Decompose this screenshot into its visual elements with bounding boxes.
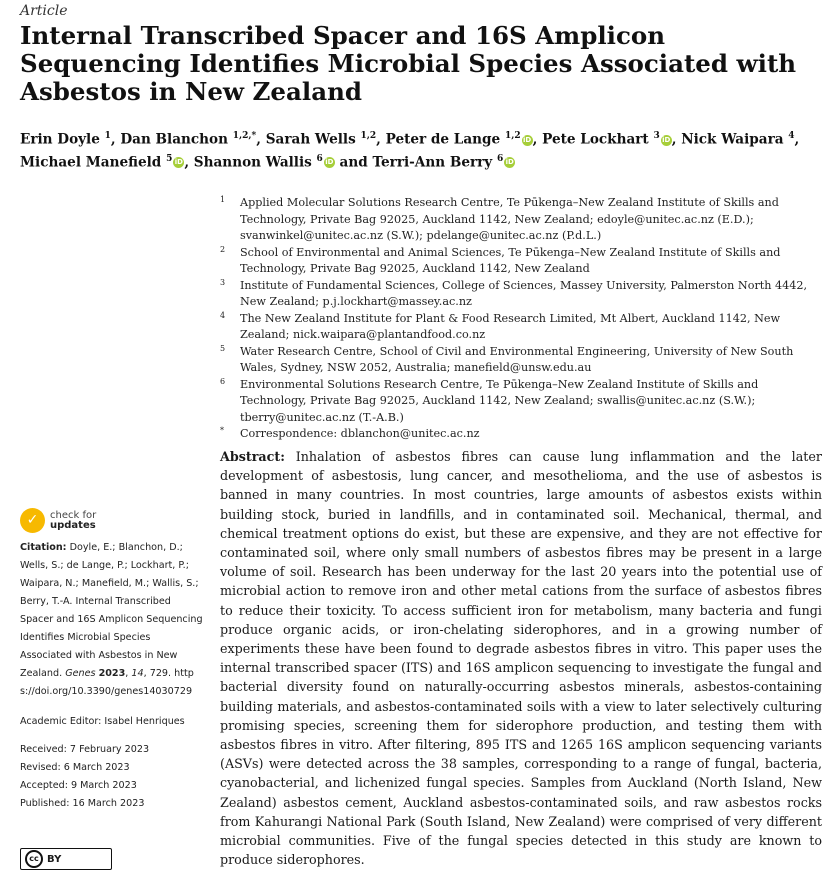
received-date: Received: 7 February 2023 <box>20 744 150 755</box>
affiliations <box>220 195 820 443</box>
cc-icon: cc <box>25 850 43 868</box>
orcid-icon[interactable]: iD <box>174 158 183 167</box>
check-for-updates-button[interactable]: ✓ check for updates <box>20 508 205 533</box>
correspondence: * Correspondence: dblanchon@unitec.ac.nz <box>220 426 480 440</box>
article-type: Article <box>20 3 68 19</box>
author-name[interactable]: Terri-Ann Berry <box>372 154 493 171</box>
author-name[interactable]: Dan Blanchon <box>120 131 229 148</box>
paper-title: Internal Transcribed Spacer and 16S Amplicon Sequencing Identifies Microbial Species Associated with Asbestos in New Zealand <box>20 21 797 106</box>
academic-editor: Academic Editor: Isabel Henriques <box>20 716 185 727</box>
accepted-date: Accepted: 9 March 2023 <box>20 780 137 791</box>
orcid-icon[interactable]: iD <box>505 158 514 167</box>
author-name[interactable]: Michael Manefield <box>20 154 162 171</box>
doi-link[interactable]: https://doi.org/10.3390/genes14030729 <box>20 668 194 697</box>
affiliation-item: 5 Water Research Centre, School of Civil and Environmental Engineering, University of New South Wales, Sydney, NSW 2052, Australia; manefield@unsw.edu.au <box>220 343 794 374</box>
dates <box>20 741 205 813</box>
by-icon: BY <box>47 853 62 865</box>
affiliation-item: 1 Applied Molecular Solutions Research Centre, Te Pūkenga–New Zealand Institute of Skills and Technology, Private Bag 92025, Auckland 1142, New Zealand; edoyle@unitec.ac.nz (E.D.); svanwinkel@unitec.ac.nz (S.W.); pdelange@unitec.ac.nz (P.d.L.) <box>220 195 779 242</box>
affiliation-item: 3 Institute of Fundamental Sciences, College of Sciences, Massey University, Palmerston North 4442, New Zealand; p.j.lockhart@massey.ac.nz <box>220 277 808 308</box>
author-name[interactable]: Shannon Wallis <box>193 154 312 171</box>
abstract-label: Abstract: <box>220 449 285 464</box>
orcid-icon[interactable]: iD <box>662 135 671 144</box>
author-name[interactable]: Peter de Lange <box>385 131 501 148</box>
citation: Citation: Doyle, E.; Blanchon, D.; Wells, S.; de Lange, P.; Lockhart, P.; Waipara, N.; Manefield, M.; Wallis, S.; Berry, T.-A. Internal Transcribed Spacer and 16S Amplicon Sequencing Identifies Microbial Species Associated with Asbestos in New Zealand. Genes 2023, 14, 729. https://doi.org/10.3390/genes14030729 <box>20 542 203 697</box>
citation-label: Citation: <box>20 542 67 553</box>
affiliation-item: 4 The New Zealand Institute for Plant & Food Research Limited, Mt Albert, Auckland 1142, New Zealand; nick.waipara@plantandfood.co.nz <box>220 310 781 341</box>
abstract-text: Inhalation of asbestos fibres can cause lung inflammation and the later development of asbestosis, lung cancer, and mesothelioma, and the use of asbestos is banned in many countries. In most countries, large amounts of asbestos exists within building stock, buried in landfills, and in contaminated soil. Mechanical, thermal, and chemical treatment options do exist, but these are expensive, and they are not effective for contaminated soil, where only small numbers of asbestos fibres may be present in a large volume of soil. Research has been underway for the last 20 years into the potential use of microbial action to remove iron and other metal cations from the surface of asbestos fibres to reduce their toxicity. To access sufficient iron for metabolism, many bacteria and fungi produce organic acids, or iron-chelating siderophores, and in a growing number of experiments these have been found to degrade asbestos fibres in vitro. This paper uses the internal transcribed spacer (ITS) and 16S amplicon sequencing to investigate the fungal and bacterial diversity found on naturally-occurring asbestos minerals, asbestos-containing building materials, and asbestos-contaminated soils with a view to later selectively culturing promising species, screening them for siderophore production, and testing them with asbestos fibres in vitro. After filtering, 895 ITS and 1265 16S amplicon sequencing variants (ASVs) were detected across the 38 samples, corresponding to a range of fungal, bacteria, cyanobacterial, and lichenized fungal species. Samples from Auckland (North Island, New Zealand) asbestos cement, Auckland asbestos-contaminated soils, and raw asbestos rocks from Kahurangi National Park (South Island, New Zealand) were comprised of very different microbial communities. Five of the fungal species detected in this study are known to produce siderophores. <box>220 449 822 868</box>
author-conjunction: and <box>339 154 368 171</box>
published-date: Published: 16 March 2023 <box>20 798 145 809</box>
revised-date: Revised: 6 March 2023 <box>20 762 130 773</box>
cc-license-badge[interactable] <box>20 848 112 870</box>
author-name[interactable]: Sarah Wells <box>265 131 356 148</box>
abstract <box>220 447 822 869</box>
author-name[interactable]: Pete Lockhart <box>542 131 649 148</box>
affiliation-item: 6 Environmental Solutions Research Centre, Te Pūkenga–New Zealand Institute of Skills and Technology, Private Bag 92025, Auckland 1142, New Zealand; swallis@unitec.ac.nz (S.W.); tberry@unitec.ac.nz (T.-A.B.) <box>220 376 759 424</box>
author-name[interactable]: Erin Doyle <box>20 131 100 148</box>
affiliation-item: 2 School of Environmental and Animal Sciences, Te Pūkenga–New Zealand Institute of Skills and Technology, Private Bag 92025, Auckland 1142, New Zealand <box>220 244 781 275</box>
orcid-icon[interactable]: iD <box>325 158 334 167</box>
author-name[interactable]: Nick Waipara <box>681 131 784 148</box>
author-list: Erin Doyle $^1$, Dan Blanchon $^{1,2,*}$, Sarah Wells $^{1,2}$, Peter de Lange $^{1,2}$ iD, Pete Lockhart $^3$ iD, Nick Waipara $^4$, Michael Manefield $^5$ iD, Shannon Wallis $^6$ iD and Terri-Ann Berry $^6$ iD <box>20 131 800 171</box>
sidebar <box>20 508 205 813</box>
orcid-icon[interactable]: iD <box>523 135 532 144</box>
check-icon: ✓ <box>20 508 45 533</box>
